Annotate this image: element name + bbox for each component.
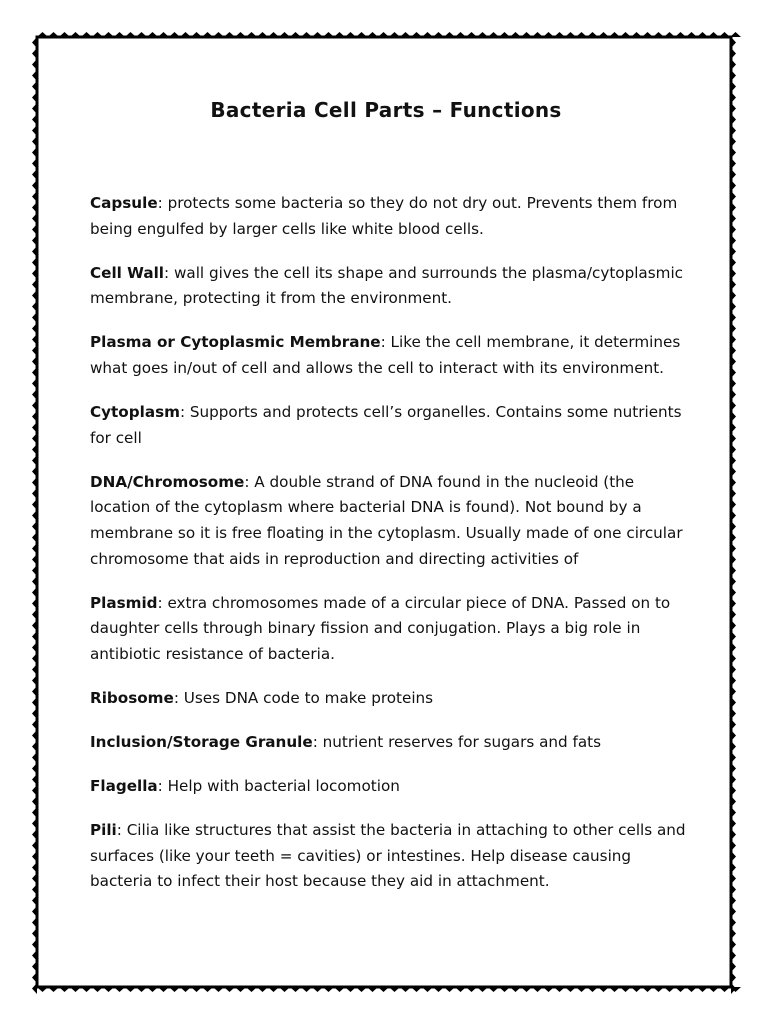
term-pili: Pili [90,821,117,840]
entry-cell-wall [90,261,690,312]
term-cell-wall: Cell Wall [90,263,165,282]
definition-pili: : Cilia like structures that assist the bacteria in attaching to other cells and surfaces (like your teeth = cavities) or intestines. Help disease causing bacteria to infect their host because they aid in attachment. [90,821,686,891]
term-dna-chromosome: DNA/Chromosome [90,472,245,491]
term-cytoplasm: Cytoplasm [90,403,180,422]
definition-ribosome: : Uses DNA code to make proteins [173,688,434,707]
term-flagella: Flagella [90,777,158,796]
definition-plasma-membrane: : Like the cell membrane, it determines what goes in/out of cell and allows the cell to interact with its environment. [90,333,681,377]
term-inclusion-granule: Inclusion/Storage Granule [90,733,313,751]
definition-capsule: : protects some bacteria so they do not dry out. Prevents them from being engulfed by larger cells like white blood cells. [90,194,678,238]
definition-list [90,191,690,913]
term-ribosome: Ribosome [90,688,174,707]
definition-inclusion-granule: : nutrient reserves for sugars and fats [312,733,601,751]
entry-ribosome [90,686,690,712]
entry-cytoplasm [90,400,690,451]
term-plasma-membrane: Plasma or Cytoplasmic Membrane [90,333,381,352]
definition-dna-chromosome: : A double strand of DNA found in the nucleoid (the location of the cytoplasm where bacterial DNA is found). Not bound by a membrane so it is free floating in the cytoplasm. Usually made of one circular chromosome that aids in reproduction and directing activities of [90,472,683,568]
entry-inclusion-granule [90,730,690,756]
entry-dna-chromosome [90,470,690,572]
definition-cell-wall: : wall gives the cell its shape and surrounds the plasma/cytoplasmic membrane, protecting it from the environment. [90,263,684,308]
entry-capsule [90,191,690,242]
entry-plasma-membrane [90,330,690,381]
definition-plasmid: : extra chromosomes made of a circular piece of DNA. Passed on to daughter cells through binary fission and conjugation. Plays a big role in antibiotic resistance of bacteria. [90,593,671,663]
term-plasmid: Plasmid [90,593,158,612]
worksheet [56,60,716,960]
entry-plasmid [90,591,690,668]
term-capsule: Capsule [90,194,158,212]
definition-cytoplasm: : Supports and protects cell’s organelles. Contains some nutrients for cell [90,403,682,447]
page-title: Bacteria Cell Parts – Functions [210,98,562,122]
entry-flagella [90,774,690,800]
entry-pili [90,818,690,895]
definition-flagella: : Help with bacterial locomotion [157,777,400,796]
